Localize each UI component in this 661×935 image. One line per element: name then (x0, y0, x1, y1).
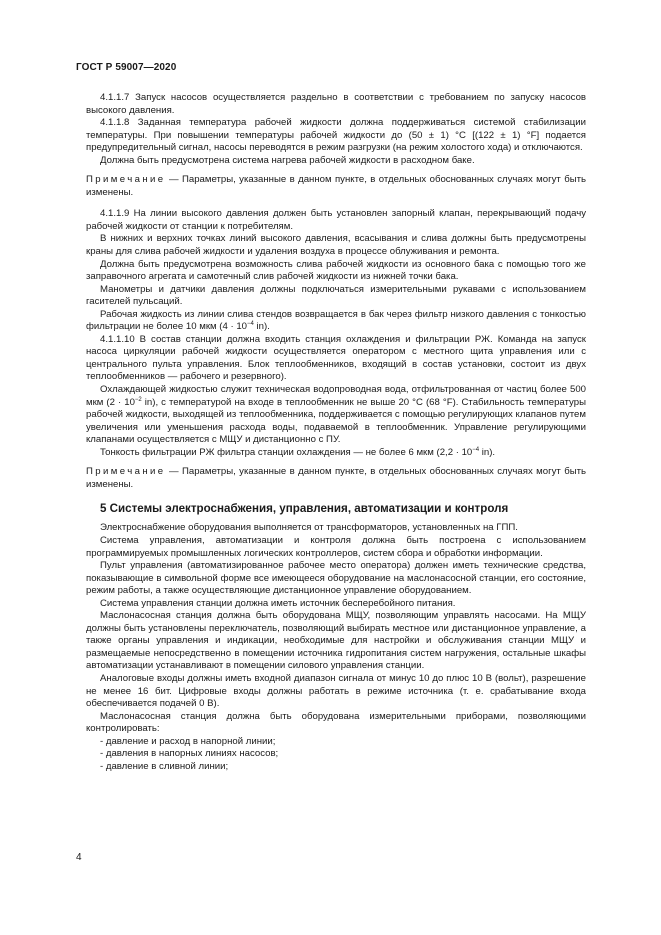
paragraph-drain-tank: Должна быть предусмотрена возможность слива рабочей жидкости из основного бака с помощью того же заправочного агрегата и самотечный слив рабочей жидкости из нижней точки бака. (86, 258, 586, 283)
note-1 (86, 174, 586, 199)
paragraph-power-supply: Электроснабжение оборудования выполняется от трансформаторов, установленных на ГПП. (100, 522, 518, 534)
note-label: Примечание (86, 466, 166, 478)
list-item: - давление и расход в напорной линии; (100, 736, 586, 748)
paragraph-4-1-1-9: 4.1.1.9 На линии высокого давления должен быть установлен запорный клапан, перекрывающий подачу рабочей жидкости от станции к потребителям. (86, 208, 586, 232)
paragraph-4-1-1-7: 4.1.1.7 Запуск насосов осуществляется раздельно в соответствии с требованием по запуску насосов высокого давления. (86, 92, 586, 116)
note-text: — Параметры, указанные в данном пункте, в отдельных обоснованных случаях могут быть изменены. (86, 466, 586, 490)
paragraph-local-panel: Маслонасосная станция должна быть оборудована МЩУ, позволяющим управлять насосами. На МЩУ должны быть установлены переключатель, позволяющий выбирать местное или дистанционное управление, а также органы управления и индикации, необходимые для настройки и обслуживания станции МЩУ и размещаемые непосредственно в помещении источника гидропитания систем нагружения, остальные шкафы автоматизации устанавливают в помещении силового управления станции. (86, 610, 586, 672)
document-header: ГОСТ Р 59007—2020 (76, 62, 177, 73)
paragraph-4-1-1-10: 4.1.1.10 В состав станции должна входить станция охлаждения и фильтрации РЖ. Команда на запуск насоса циркуляции рабочей жидкости осуществляется оператором с местного щита управления или с центрального пульта управления. Блок теплообменников, входящий в состав установки, состоит из двух теплообменников — рабочего и резервного). (86, 333, 586, 383)
note-text: — Параметры, указанные в данном пункте, в отдельных обоснованных случаях могут быть изменены. (86, 174, 586, 198)
paragraph-cooling-water: Охлаждающей жидкостью служит техническая водопроводная вода, отфильтрованная от частиц более 500 мкм ($2 \cdot 10^{-2}$ in), с температурой на входе в теплообменник не выше 20 °С (68 °F). Стабильность температуры рабочей жидкости, выходящей из теплообменника, поддерживается с помощью регулирующих клапанов путем увеличения или уменьшения расхода воды, подаваемой в теплообменник. Управление регулирующими клапанами осуществляется с МЩУ и дистанционно с ПУ. (86, 384, 586, 446)
paragraph-drain-valves: В нижних и верхних точках линий высокого давления, всасывания и слива должны быть предусмотрены краны для слива рабочей жидкости и удаления воздуха в процессе облуживания и ремонта. (86, 233, 586, 258)
note-2 (86, 466, 586, 491)
list-item: - давление в сливной линии; (100, 761, 586, 773)
paragraph-analog-inputs: Аналоговые входы должны иметь входной диапазон сигнала от минус 10 до плюс 10 В (вольт), разрешение не менее 16 бит. Цифровые входы должны работать в режиме источника (т. е. срабатывание входа обеспечивается подачей 0 В). (86, 672, 586, 710)
paragraph-control-panel: Пульт управления (автоматизированное рабочее место оператора) должен иметь технические средства, показывающие в символьной форме все имеющееся оборудование на маслонасосной станции, его состояние, режим работы, а также осуществляющие дистанционное управление оборудованием. (86, 560, 586, 597)
note-label: Примечание (86, 174, 166, 186)
paragraph-ups: Система управления станции должна иметь источник бесперебойного питания. (100, 597, 456, 609)
paragraph-return-filter: Рабочая жидкость из линии слива стендов возвращается в бак через фильтр низкого давления с тонкостью фильтрации не более 10 мкм ($4 \cdot 10^{-4}$ in). (86, 308, 586, 333)
paragraph-manometers: Манометры и датчики давления должны подключаться измерительными рукавами с использованием гасителей пульсаций. (86, 283, 586, 308)
paragraph-heating: Должна быть предусмотрена система нагрева рабочей жидкости в расходном баке. (100, 154, 475, 166)
paragraph-instruments: Маслонасосная станция должна быть оборудована измерительными приборами, позволяющими контролировать: (86, 710, 586, 735)
section-5-heading: 5 Системы электроснабжения, управления, автоматизации и контроля (100, 502, 509, 516)
paragraph-control-system: Система управления, автоматизации и контроля должна быть построена с использованием программируемых промышленных логических контроллеров, систем сбора и обработки информации. (86, 534, 586, 559)
monitoring-list (86, 736, 586, 773)
page-number: 4 (76, 852, 82, 863)
paragraph-filter-fineness: Тонкость фильтрации РЖ фильтра станции охлаждения — не более 6 мкм ($2,2 \cdot 10^{-4}$ in). (100, 446, 496, 458)
paragraph-4-1-1-8: 4.1.1.8 Заданная температура рабочей жидкости должна поддерживаться системой стабилизации температуры. При повышении температуры рабочей жидкости до (50 ± 1) °С [(122 ± 1) °F] подается предупредительный сигнал, насосы переводятся в режим разгрузки (на режим холостого хода) и отключаются. (86, 117, 586, 154)
list-item: - давления в напорных линиях насосов; (100, 748, 586, 760)
page-content (86, 92, 586, 773)
